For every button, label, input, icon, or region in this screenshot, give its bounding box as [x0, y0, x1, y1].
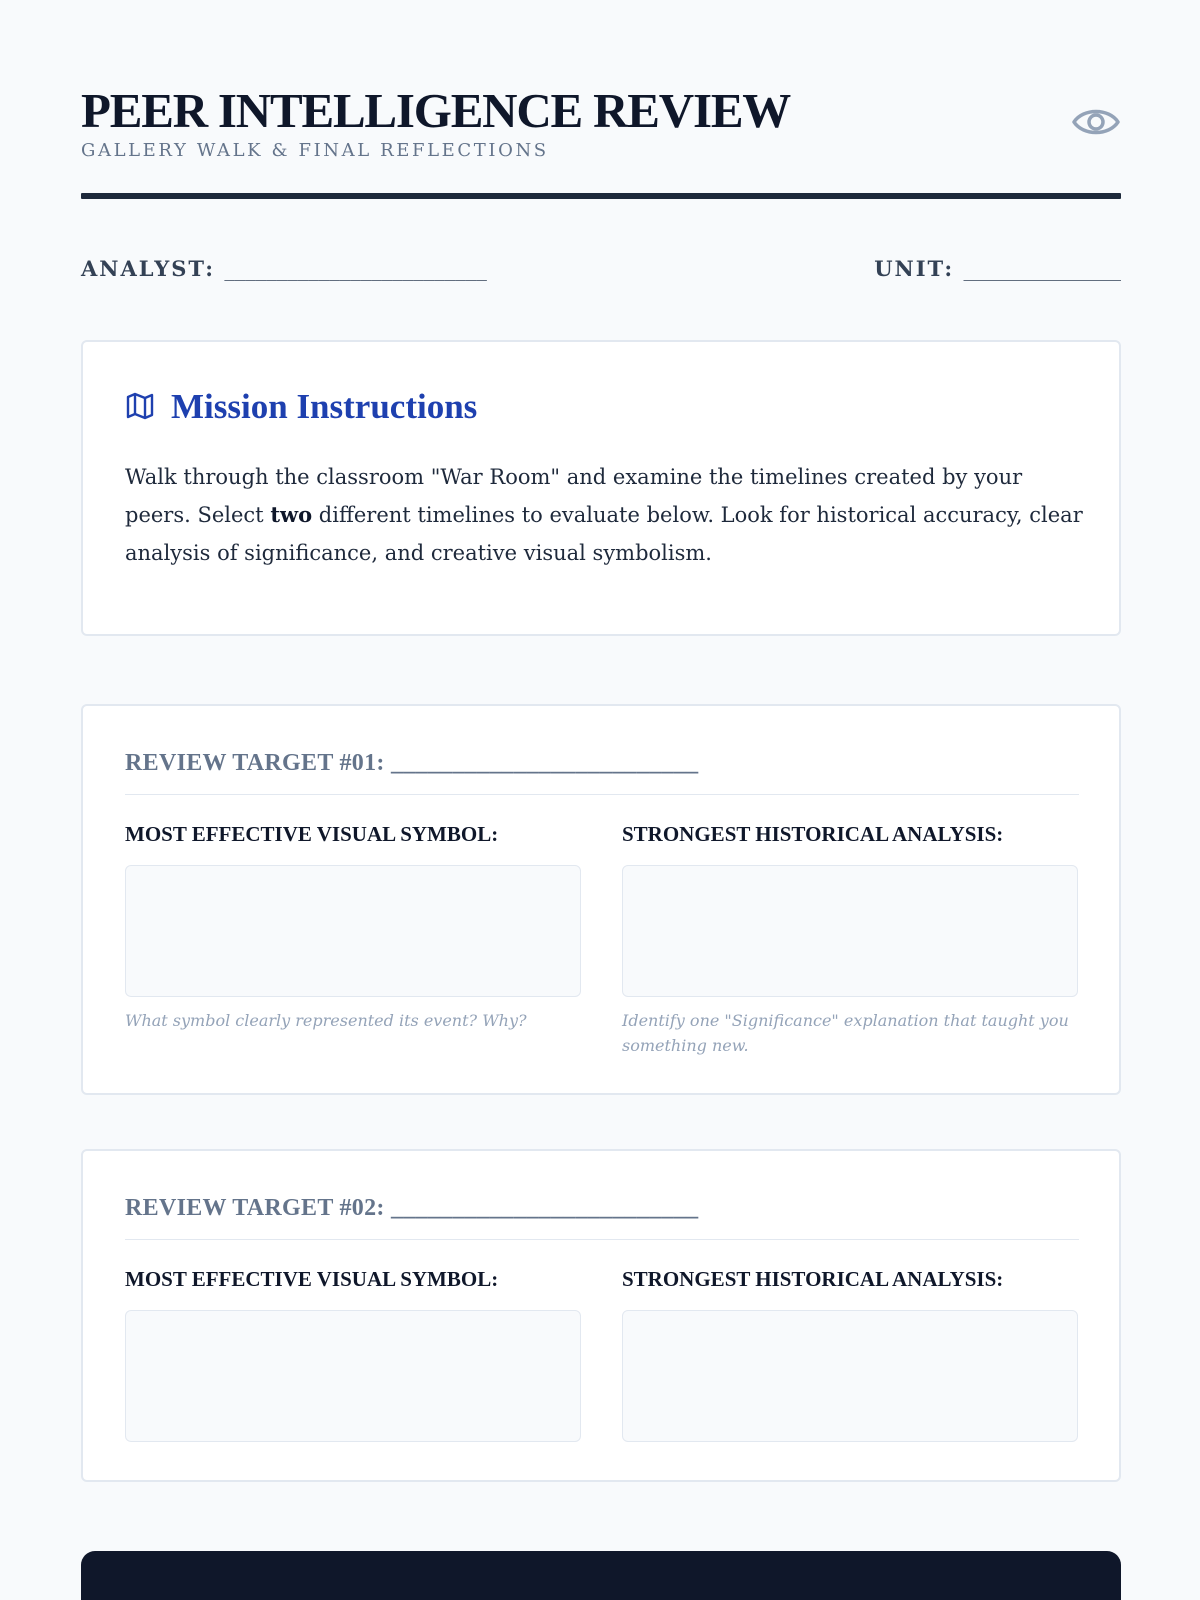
eye-icon	[1071, 102, 1121, 142]
header-divider	[81, 193, 1121, 199]
historical-analysis-section	[622, 1269, 1078, 1442]
instructions-text-bold: two	[270, 502, 313, 527]
visual-symbol-hint: What symbol clearly represented its event? Why?	[125, 1011, 527, 1030]
analyst-blank: _________________________	[224, 257, 487, 281]
analyst-field[interactable]	[81, 256, 487, 281]
worksheet-page	[81, 0, 1121, 1291]
unit-label: UNIT:	[874, 256, 955, 281]
historical-analysis-answer-box[interactable]	[622, 865, 1078, 997]
historical-analysis-label: STRONGEST HISTORICAL ANALYSIS:	[622, 1267, 1004, 1291]
visual-symbol-section	[125, 1269, 581, 1442]
visual-symbol-label: MOST EFFECTIVE VISUAL SYMBOL:	[125, 822, 499, 846]
mission-instructions-card	[81, 340, 1121, 636]
historical-analysis-hint: Identify one "Significance" explanation that taught you something new.	[622, 1011, 1069, 1055]
historical-analysis-answer-box[interactable]	[622, 1310, 1078, 1442]
review-divider	[125, 794, 1079, 795]
map-icon	[125, 391, 155, 421]
unit-field[interactable]	[874, 256, 1121, 281]
footer-panel	[81, 1551, 1121, 1600]
visual-symbol-answer-box[interactable]	[125, 865, 581, 997]
historical-analysis-label: STRONGEST HISTORICAL ANALYSIS:	[622, 822, 1004, 846]
meta-row	[81, 256, 1121, 286]
analyst-label: ANALYST:	[81, 256, 215, 281]
instructions-title: Mission Instructions	[171, 386, 478, 426]
review-target-title[interactable]: REVIEW TARGET #02: _________________________	[125, 1195, 699, 1221]
instructions-heading	[125, 386, 477, 426]
visual-symbol-answer-box[interactable]	[125, 1310, 581, 1442]
visual-symbol-section	[125, 824, 581, 1033]
visual-symbol-label: MOST EFFECTIVE VISUAL SYMBOL:	[125, 1267, 499, 1291]
review-target-title[interactable]: REVIEW TARGET #01: _________________________	[125, 750, 699, 776]
page-subtitle: GALLERY WALK & FINAL REFLECTIONS	[81, 140, 549, 161]
instructions-text-start: Walk through the classroom "War Room" and examine the timelines created by your peers. Select	[125, 465, 1023, 527]
review-target-card	[81, 704, 1121, 1095]
instructions-text	[125, 458, 1085, 572]
review-target-card	[81, 1149, 1121, 1482]
header	[81, 0, 1121, 200]
review-divider	[125, 1239, 1079, 1240]
unit-blank: _______________	[963, 257, 1121, 281]
page-title: PEER INTELLIGENCE REVIEW	[81, 83, 791, 138]
instructions-text-end: different timelines to evaluate below. Look for historical accuracy, clear analysis of significance, and creative visual symbolism.	[125, 503, 1083, 565]
historical-analysis-section	[622, 824, 1078, 1058]
